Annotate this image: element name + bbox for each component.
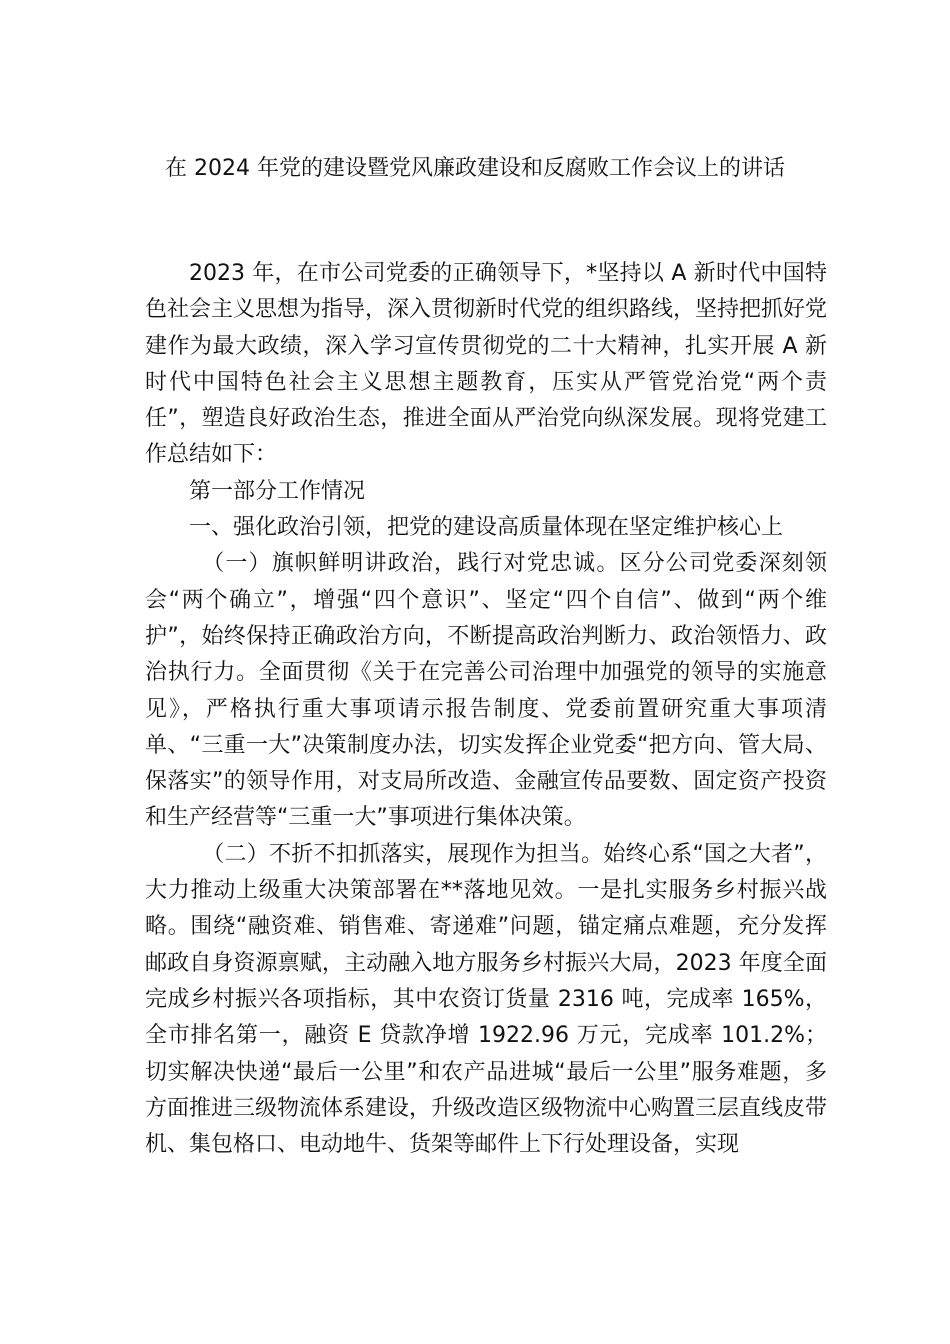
section-heading-one: 一、强化政治引领，把党的建设高质量体现在坚定维护核心上 (189, 515, 784, 541)
paragraph-subsection-two: （二）不折不扣抓落实，展现作为担当。始终心系“国之大者”，大力推动上级重大决策部署在**落地见效。一是扎实服务乡村振兴战略。围绕“融资难、销售难、寄递难”问题，锚定痛点难题，充分发挥邮政自身资源禀赋，主动融入地方服务乡村振兴大局，2023 年度全面完成乡村振兴各项指标，其中农资订货量 2316 吨，完成率 165%，全市排名第一，融资 E 贷款净增 1922.96 万元，完成率 101.2%；切实解决快递“最后一公里”和农产品进城“最后一公里”服务难题，多方面推进三级物流体系建设，升级改造区级物流中心购置三层直线皮带机、集包格口、电动地牛、货架等邮件上下行处理设备，实现 (145, 841, 828, 1158)
document-title: 在 2024 年党的建设暨党风廉政建设和反腐败工作会议上的讲话 (165, 156, 785, 181)
section-heading-part-one: 第一部分工作情况 (189, 478, 366, 504)
paragraph-subsection-one: （一）旗帜鲜明讲政治，践行对党忠诚。区分公司党委深刻领会“两个确立”，增强“四个意识”、坚定“四个自信”、做到“两个维护”，始终保持正确政治方向，不断提高政治判断力、政治领悟力、政治执行力。全面贯彻《关于在完善公司治理中加强党的领导的实施意见》，严格执行重大事项请示报告制度、党委前置研究重大事项清单、“三重一大”决策制度办法，切实发挥企业党委“把方向、管大局、保落实”的领导作用，对支局所改造、金融宣传品要数、固定资产投资和生产经营等“三重一大”事项进行集体决策。 (145, 551, 827, 831)
document-body (145, 256, 827, 1163)
paragraph-intro: 2023 年，在市公司党委的正确领导下，*坚持以 A 新时代中国特色社会主义思想为指导，深入贯彻新时代党的组织路线，坚持把抓好党建作为最大政绩，深入学习宣传贯彻党的二十大精神，扎实开展 A 新时代中国特色社会主义思想主题教育，压实从严管党治党“两个责任”，塑造良好政治生态，推进全面从严治党向纵深发展。现将党建工作总结如下： (145, 261, 828, 468)
